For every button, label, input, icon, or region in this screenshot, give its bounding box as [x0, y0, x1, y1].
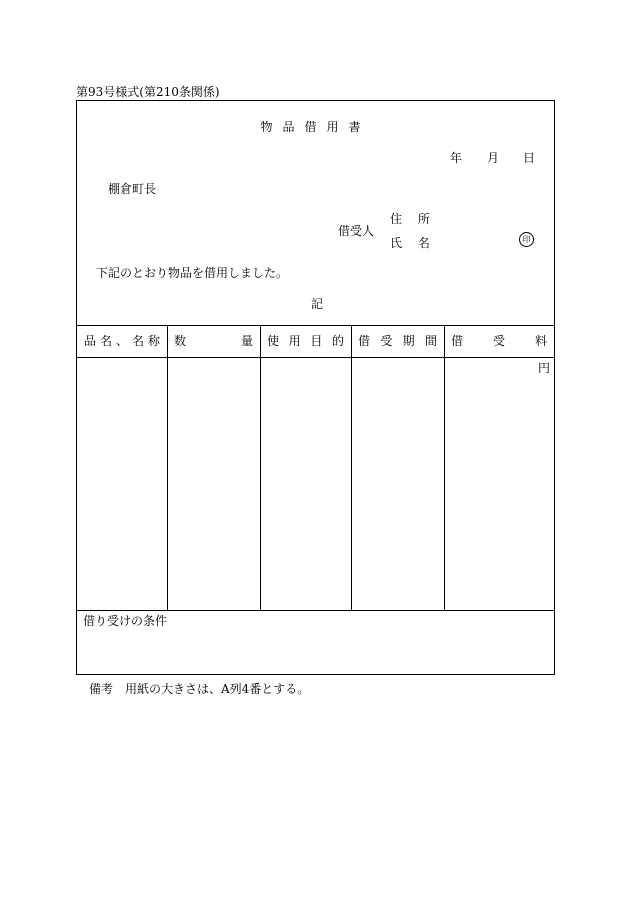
header-char: 料 [534, 334, 547, 348]
header-char: 、 [115, 334, 128, 348]
title-char: 物 [260, 120, 283, 134]
header-char: 的 [331, 334, 344, 348]
header-fee [444, 332, 554, 349]
document-title [77, 118, 554, 135]
header-char: 受 [380, 334, 393, 348]
header-char: 名 [99, 334, 112, 348]
column-divider [444, 325, 445, 610]
form-number-label: 第93号様式(第210条関係) [76, 85, 220, 99]
column-divider [260, 325, 261, 610]
header-char: 借 [451, 334, 464, 348]
header-char: 用 [288, 334, 301, 348]
header-char: 量 [240, 334, 253, 348]
table-top-line [77, 325, 554, 326]
fee-unit: 円 [538, 361, 551, 375]
header-char: 期 [402, 334, 415, 348]
date-day: 日 [523, 151, 536, 165]
date-year: 年 [450, 151, 463, 165]
address-label: 住 所 [390, 212, 436, 226]
header-char: 目 [310, 334, 323, 348]
seal-mark: 印 [519, 232, 534, 247]
addressee: 棚倉町長 [108, 182, 157, 196]
table-bottom-line [77, 610, 554, 611]
remarks: 備考 用紙の大きさは、A列4番とする。 [89, 682, 310, 696]
ki-label: 記 [311, 297, 324, 311]
header-bottom-line [77, 357, 554, 358]
header-char: 借 [358, 334, 371, 348]
header-char: 数 [174, 334, 187, 348]
header-char: 受 [492, 334, 505, 348]
title-char: 借 [304, 120, 327, 134]
header-period [351, 332, 444, 349]
column-divider [351, 325, 352, 610]
header-char: 品 [84, 334, 97, 348]
name-label: 氏 名 [390, 236, 436, 250]
title-char: 品 [282, 120, 305, 134]
form-box [76, 100, 555, 675]
title-char: 書 [348, 120, 371, 134]
date-month: 月 [487, 151, 500, 165]
borrower-label: 借受人 [338, 224, 375, 238]
header-item-name [77, 332, 167, 349]
header-quantity [167, 332, 260, 349]
header-char: 間 [424, 334, 437, 348]
header-purpose [260, 332, 351, 349]
title-char: 用 [326, 120, 349, 134]
conditions-label: 借り受けの条件 [83, 614, 168, 628]
header-char: 称 [147, 334, 160, 348]
header-char: 名 [131, 334, 144, 348]
column-divider [167, 325, 168, 610]
header-char: 使 [267, 334, 280, 348]
statement: 下記のとおり物品を借用しました。 [96, 266, 289, 280]
